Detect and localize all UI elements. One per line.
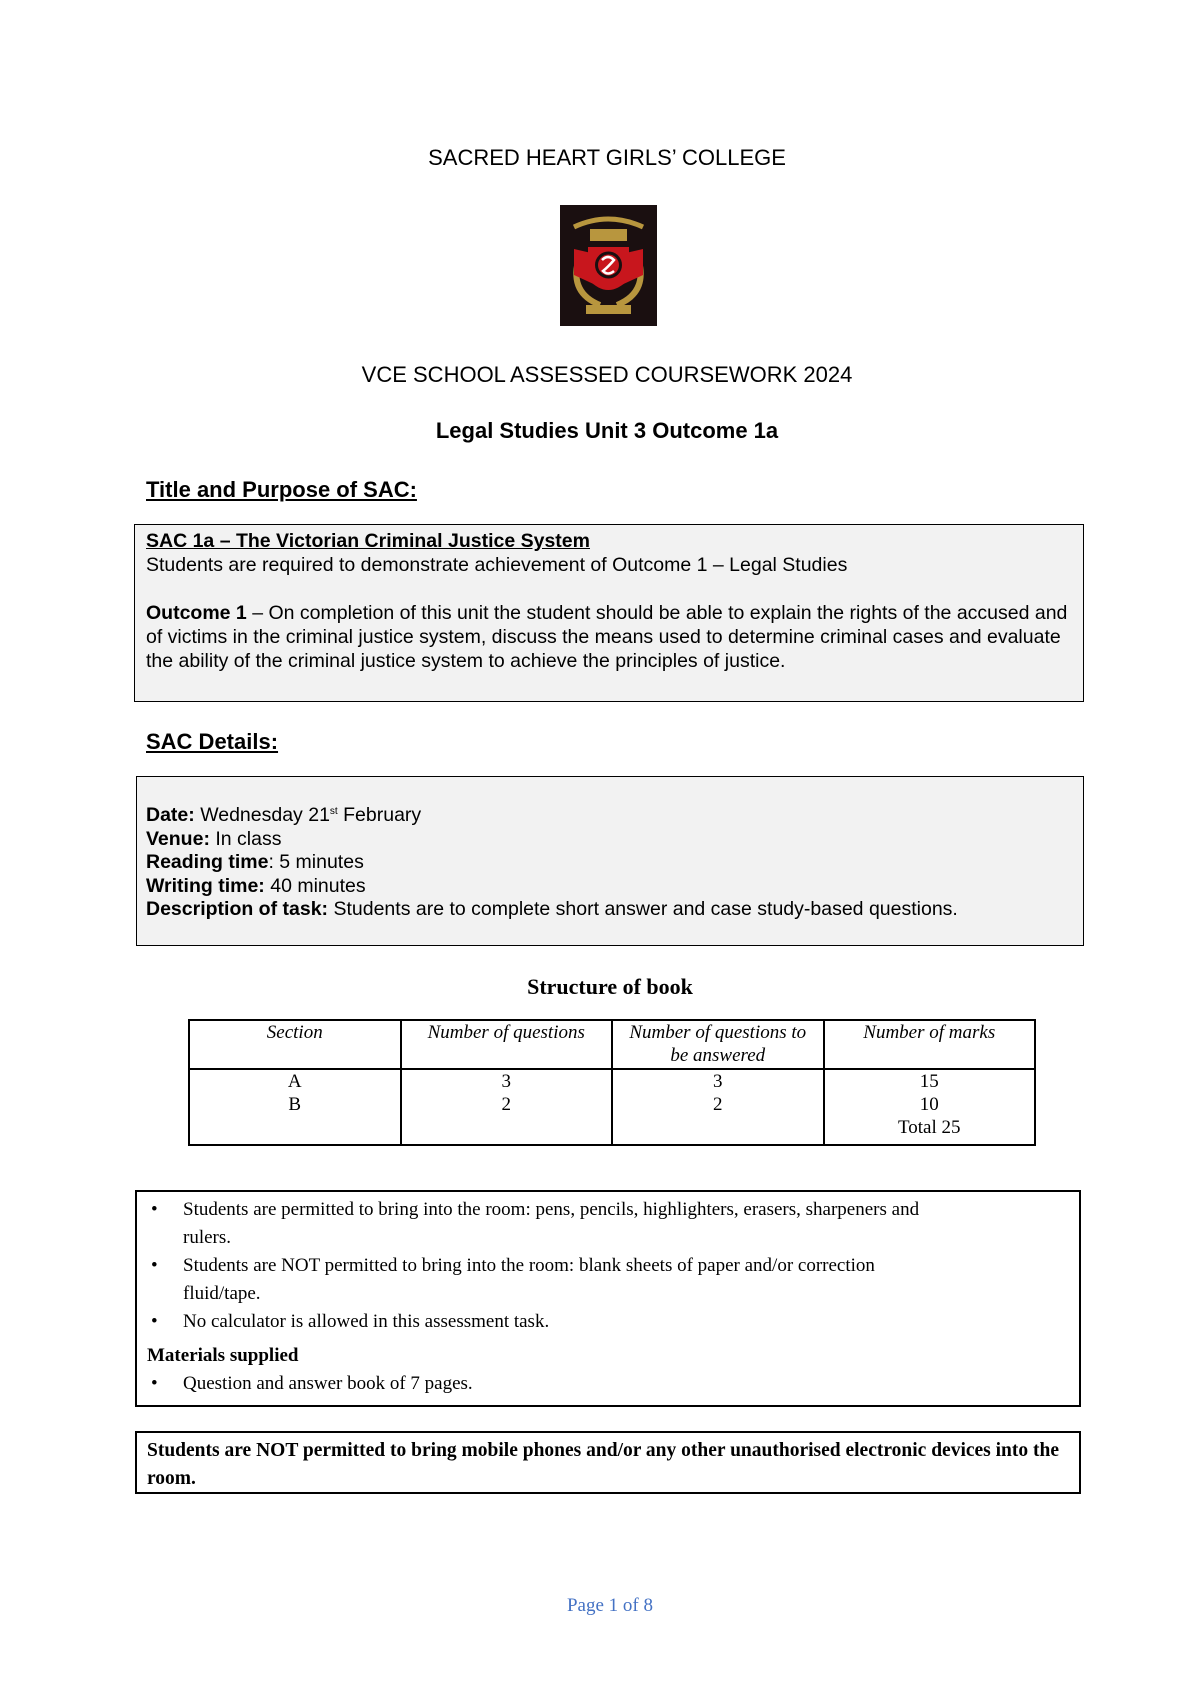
details-box xyxy=(136,776,1084,946)
row-questions: 3 xyxy=(401,1069,613,1093)
unit-title: Legal Studies Unit 3 Outcome 1a xyxy=(435,418,779,443)
list-item xyxy=(147,1370,1079,1398)
header-section: Section xyxy=(189,1020,401,1069)
table-row xyxy=(189,1069,1035,1093)
outcome-text: On completion of this unit the student should be able to explain the rights of the accused and of victims in the criminal justice system, discuss the means used to determine criminal cases and evaluate the ability of the criminal justice system to achieve the principles of justice. xyxy=(146,602,1068,672)
purpose-box xyxy=(134,524,1084,702)
bullet-icon: • xyxy=(151,1199,158,1220)
row-answered: 3 xyxy=(612,1069,824,1093)
rule-text: Students are permitted to bring into the room: pens, pencils, highlighters, erasers, sharpeners and rulers. xyxy=(183,1199,920,1248)
row-section: B xyxy=(189,1093,401,1116)
reading-label: Reading time xyxy=(146,851,269,873)
header-questions-to-answer: Number of questions to be answered xyxy=(612,1020,824,1069)
row-section: A xyxy=(189,1069,401,1093)
bullet-icon: • xyxy=(151,1255,158,1276)
venue-label: Venue: xyxy=(146,827,210,850)
list-item xyxy=(147,1308,1079,1336)
list-item xyxy=(147,1196,1079,1252)
bullet-icon: • xyxy=(151,1311,158,1332)
outcome-dash: – xyxy=(246,602,269,624)
phones-notice: Students are NOT permitted to bring mobile phones and/or any other unauthorised electronic devices into the room. xyxy=(135,1431,1081,1494)
materials-heading: Materials supplied xyxy=(147,1345,299,1366)
outcome-paragraph xyxy=(146,601,1073,673)
reading-line xyxy=(146,851,1073,875)
table-header-row xyxy=(189,1020,1035,1069)
table-row xyxy=(189,1093,1035,1116)
structure-title: Structure of book xyxy=(527,974,693,999)
task-value: Students are to complete short answer and case study-based questions. xyxy=(333,898,958,920)
outcome-label: Outcome 1 xyxy=(146,602,247,624)
venue-line xyxy=(146,828,1073,852)
reading-value: : 5 minutes xyxy=(268,851,364,873)
header-number-of-questions: Number of questions xyxy=(401,1020,613,1069)
task-label: Description of task: xyxy=(146,898,329,920)
writing-line xyxy=(146,875,1073,899)
rules-box xyxy=(135,1190,1081,1407)
date-line xyxy=(146,804,1073,828)
row-answered: 2 xyxy=(612,1093,824,1116)
school-crest-icon xyxy=(560,205,657,326)
school-name: SACRED HEART GIRLS’ COLLEGE xyxy=(428,145,786,170)
materials-text: Question and answer book of 7 pages. xyxy=(183,1373,473,1394)
coursework-title: VCE SCHOOL ASSESSED COURSEWORK 2024 xyxy=(361,362,853,387)
writing-label: Writing time: xyxy=(146,874,265,897)
header-number-of-marks: Number of marks xyxy=(824,1020,1036,1069)
row-marks: 10 xyxy=(824,1093,1036,1116)
sac-title: SAC 1a – The Victorian Criminal Justice System xyxy=(146,530,590,552)
writing-value: 40 minutes xyxy=(270,874,366,897)
date-suffix: st xyxy=(329,806,338,817)
total-marks: Total 25 xyxy=(824,1116,1036,1145)
structure-table xyxy=(188,1019,1036,1146)
task-line xyxy=(146,898,1073,922)
row-questions: 2 xyxy=(401,1093,613,1116)
date-month: February xyxy=(343,804,422,826)
rule-text: No calculator is allowed in this assessment task. xyxy=(183,1311,550,1332)
bullet-icon: • xyxy=(151,1373,158,1394)
rule-text: Students are NOT permitted to bring into the room: blank sheets of paper and/or correction fluid/tape. xyxy=(183,1255,875,1304)
details-heading: SAC Details: xyxy=(146,729,279,754)
date-label: Date: xyxy=(146,804,195,826)
row-marks: 15 xyxy=(824,1069,1036,1093)
date-value: Wednesday 21 xyxy=(200,804,330,826)
requirement-text: Students are required to demonstrate achievement of Outcome 1 – Legal Studies xyxy=(146,554,848,576)
venue-value: In class xyxy=(215,827,282,850)
list-item xyxy=(147,1252,1079,1308)
table-total-row xyxy=(189,1116,1035,1145)
purpose-heading: Title and Purpose of SAC: xyxy=(146,477,417,502)
page-number: Page 1 of 8 xyxy=(566,1595,653,1616)
